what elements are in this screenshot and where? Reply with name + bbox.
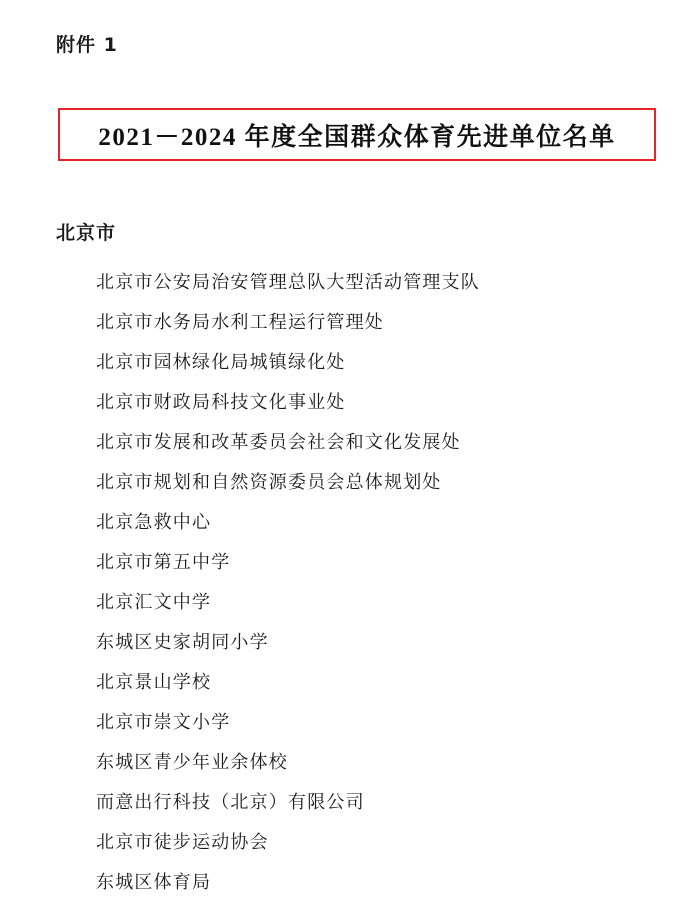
list-item: 北京景山学校 [96,672,212,692]
list-item: 北京市水务局水利工程运行管理处 [96,312,384,332]
attachment-label: 附件 1 [56,34,118,56]
list-item: 北京市规划和自然资源委员会总体规划处 [96,472,442,492]
list-item: 北京市崇文小学 [96,712,231,732]
list-item: 北京汇文中学 [96,592,212,612]
list-item: 而意出行科技（北京）有限公司 [96,792,365,812]
list-item: 北京市园林绿化局城镇绿化处 [96,352,346,372]
list-item: 北京市财政局科技文化事业处 [96,392,346,412]
list-item: 北京市徒步运动协会 [96,832,269,852]
list-item: 东城区体育局 [96,872,212,892]
list-item: 东城区史家胡同小学 [96,632,269,652]
entry-list [96,262,656,902]
list-item: 北京市第五中学 [96,552,231,572]
list-item: 北京市发展和改革委员会社会和文化发展处 [96,432,461,452]
title-box [58,108,656,161]
region-heading: 北京市 [56,222,117,244]
list-item: 北京市公安局治安管理总队大型活动管理支队 [96,272,480,292]
page-title: 2021－2024 年度全国群众体育先进单位名单 [98,123,616,151]
list-item: 北京急救中心 [96,512,212,532]
list-item: 东城区青少年业余体校 [96,752,288,772]
